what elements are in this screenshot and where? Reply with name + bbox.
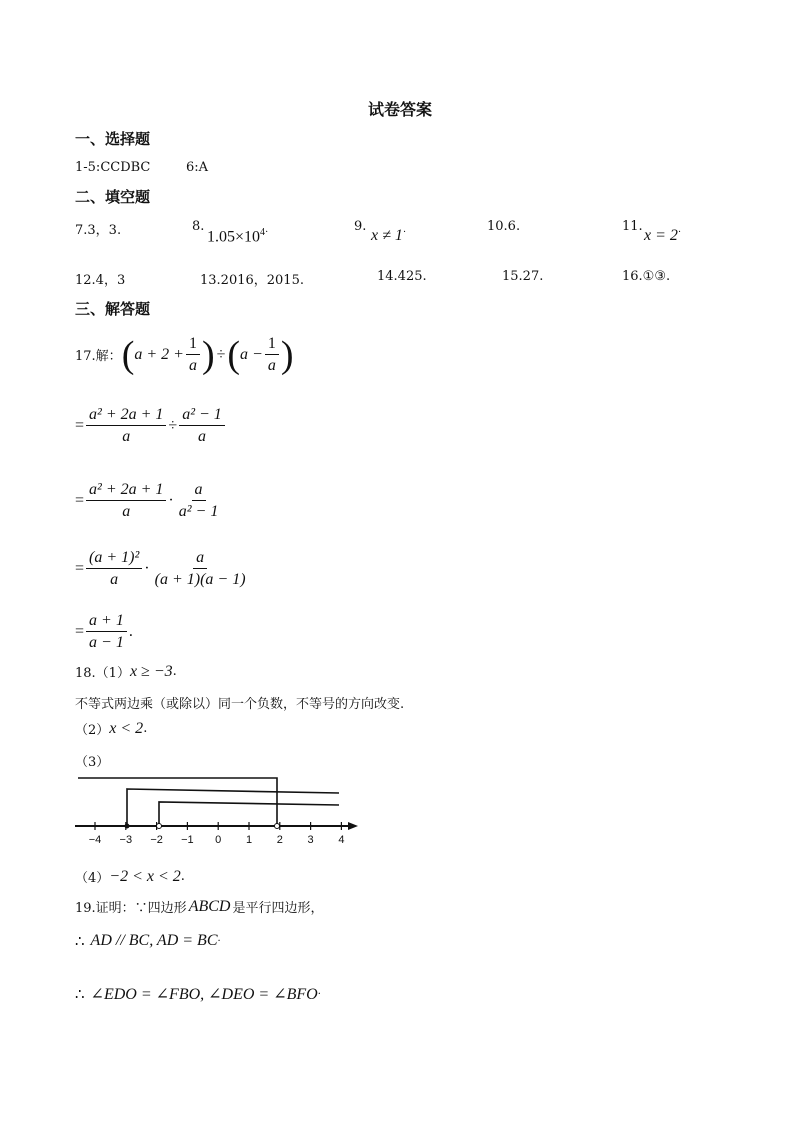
q17-line-4: = $\frac{\text{(a + 1)²}}{a}$ · $\frac{a}{(a + 1)(a - 1)}$	[75, 549, 246, 588]
fill-answer-9-number: 9.	[354, 219, 367, 234]
fill-answer-15: 15.27.	[502, 269, 544, 284]
fill-answer-13: 13.2016，2015.	[200, 273, 304, 288]
number-line-figure	[70, 770, 370, 850]
q18-part-2: （2） x < 2 .	[75, 719, 148, 738]
tick-label: −1	[181, 834, 194, 846]
choice-answer-6: 6:A	[186, 160, 209, 175]
fill-answer-11-number: 11.	[622, 219, 643, 234]
fill-answer-7: 7.3，3.	[75, 223, 122, 238]
tick-label: 0	[215, 834, 222, 846]
number-line-arrow	[348, 822, 358, 830]
q19-abcd: ABCD	[188, 897, 231, 915]
q18-reason: 不等式两边乘（或除以）同一个负数，不等号的方向改变.	[75, 697, 405, 712]
tick-label: −2	[150, 834, 163, 846]
q18-part-1-answer: x ≥ −3	[129, 662, 173, 680]
section-heading-fill: 二、填空题	[75, 188, 151, 206]
fill-answer-8-value: $1.05\times 10^{4\cdot}$	[207, 227, 269, 246]
fill-answer-16: 16.①③.	[622, 269, 671, 284]
point-2	[275, 824, 280, 829]
point-neg3	[125, 824, 130, 829]
q17-line-3: = $\frac{\text{a² + 2a + 1}}{a}$ · $\frac{a}{\text{a² − 1}}$	[75, 481, 219, 520]
fill-answer-12: 12.4，3	[75, 273, 126, 288]
fill-answer-8-exponent: 4	[260, 227, 266, 238]
fill-answer-10: 10.6.	[487, 219, 521, 234]
q17-line-1: 17.解： ( a + 2 + $\frac{1}{a}$ ) ÷ ( a − $\frac{1}{a}$ )	[75, 333, 294, 376]
q19-line-1: 19.证明：∵四边形 ABCD 是平行四边形，	[75, 897, 324, 916]
q17-line-5: = $\frac{a + 1}{a - 1}$ .	[75, 612, 133, 651]
q18-part-4: （4） −2 < x < 2 .	[75, 867, 185, 886]
fill-answer-8-base: 1.05×10	[207, 228, 261, 246]
tick-label: −4	[88, 834, 102, 846]
q18-part-3-label: （3）	[75, 755, 110, 770]
page-title: 试卷答案	[368, 100, 433, 119]
q18-part-2-answer: x < 2	[109, 719, 144, 737]
tick-label: 3	[307, 834, 314, 846]
q17-line-2: = $\frac{\text{a² + 2a + 1}}{a}$ ÷ $\frac{\text{a² − 1}}{a}$	[75, 405, 227, 446]
fill-answer-14: 14.425.	[377, 269, 427, 284]
tick-label: 4	[338, 834, 345, 846]
fill-answer-11-value: x = 2·	[644, 227, 682, 244]
q19-line-2: ∴ AD // BC, AD = BC ·	[75, 932, 221, 950]
choice-answer-1-5: 1-5:CCDBC	[75, 160, 151, 175]
fill-answer-8-number: 8.	[192, 219, 205, 234]
section-heading-choice: 一、选择题	[75, 130, 151, 148]
tick-label: −3	[119, 834, 133, 846]
q17-label: 17.解：	[75, 349, 122, 364]
tick-label: 1	[245, 834, 253, 846]
fill-answer-9-value: x ≠ 1·	[371, 227, 407, 244]
q19-line-3: ∴ ∠EDO = ∠FBO, ∠DEO = ∠BFO ·	[75, 985, 321, 1003]
point-neg2	[157, 824, 162, 829]
tick-label: 2	[276, 834, 283, 846]
section-heading-solve: 三、解答题	[75, 300, 151, 318]
q18-part-1: 18.（1） x ≥ −3 .	[75, 662, 177, 681]
q18-part-4-answer: −2 < x < 2	[109, 867, 181, 885]
